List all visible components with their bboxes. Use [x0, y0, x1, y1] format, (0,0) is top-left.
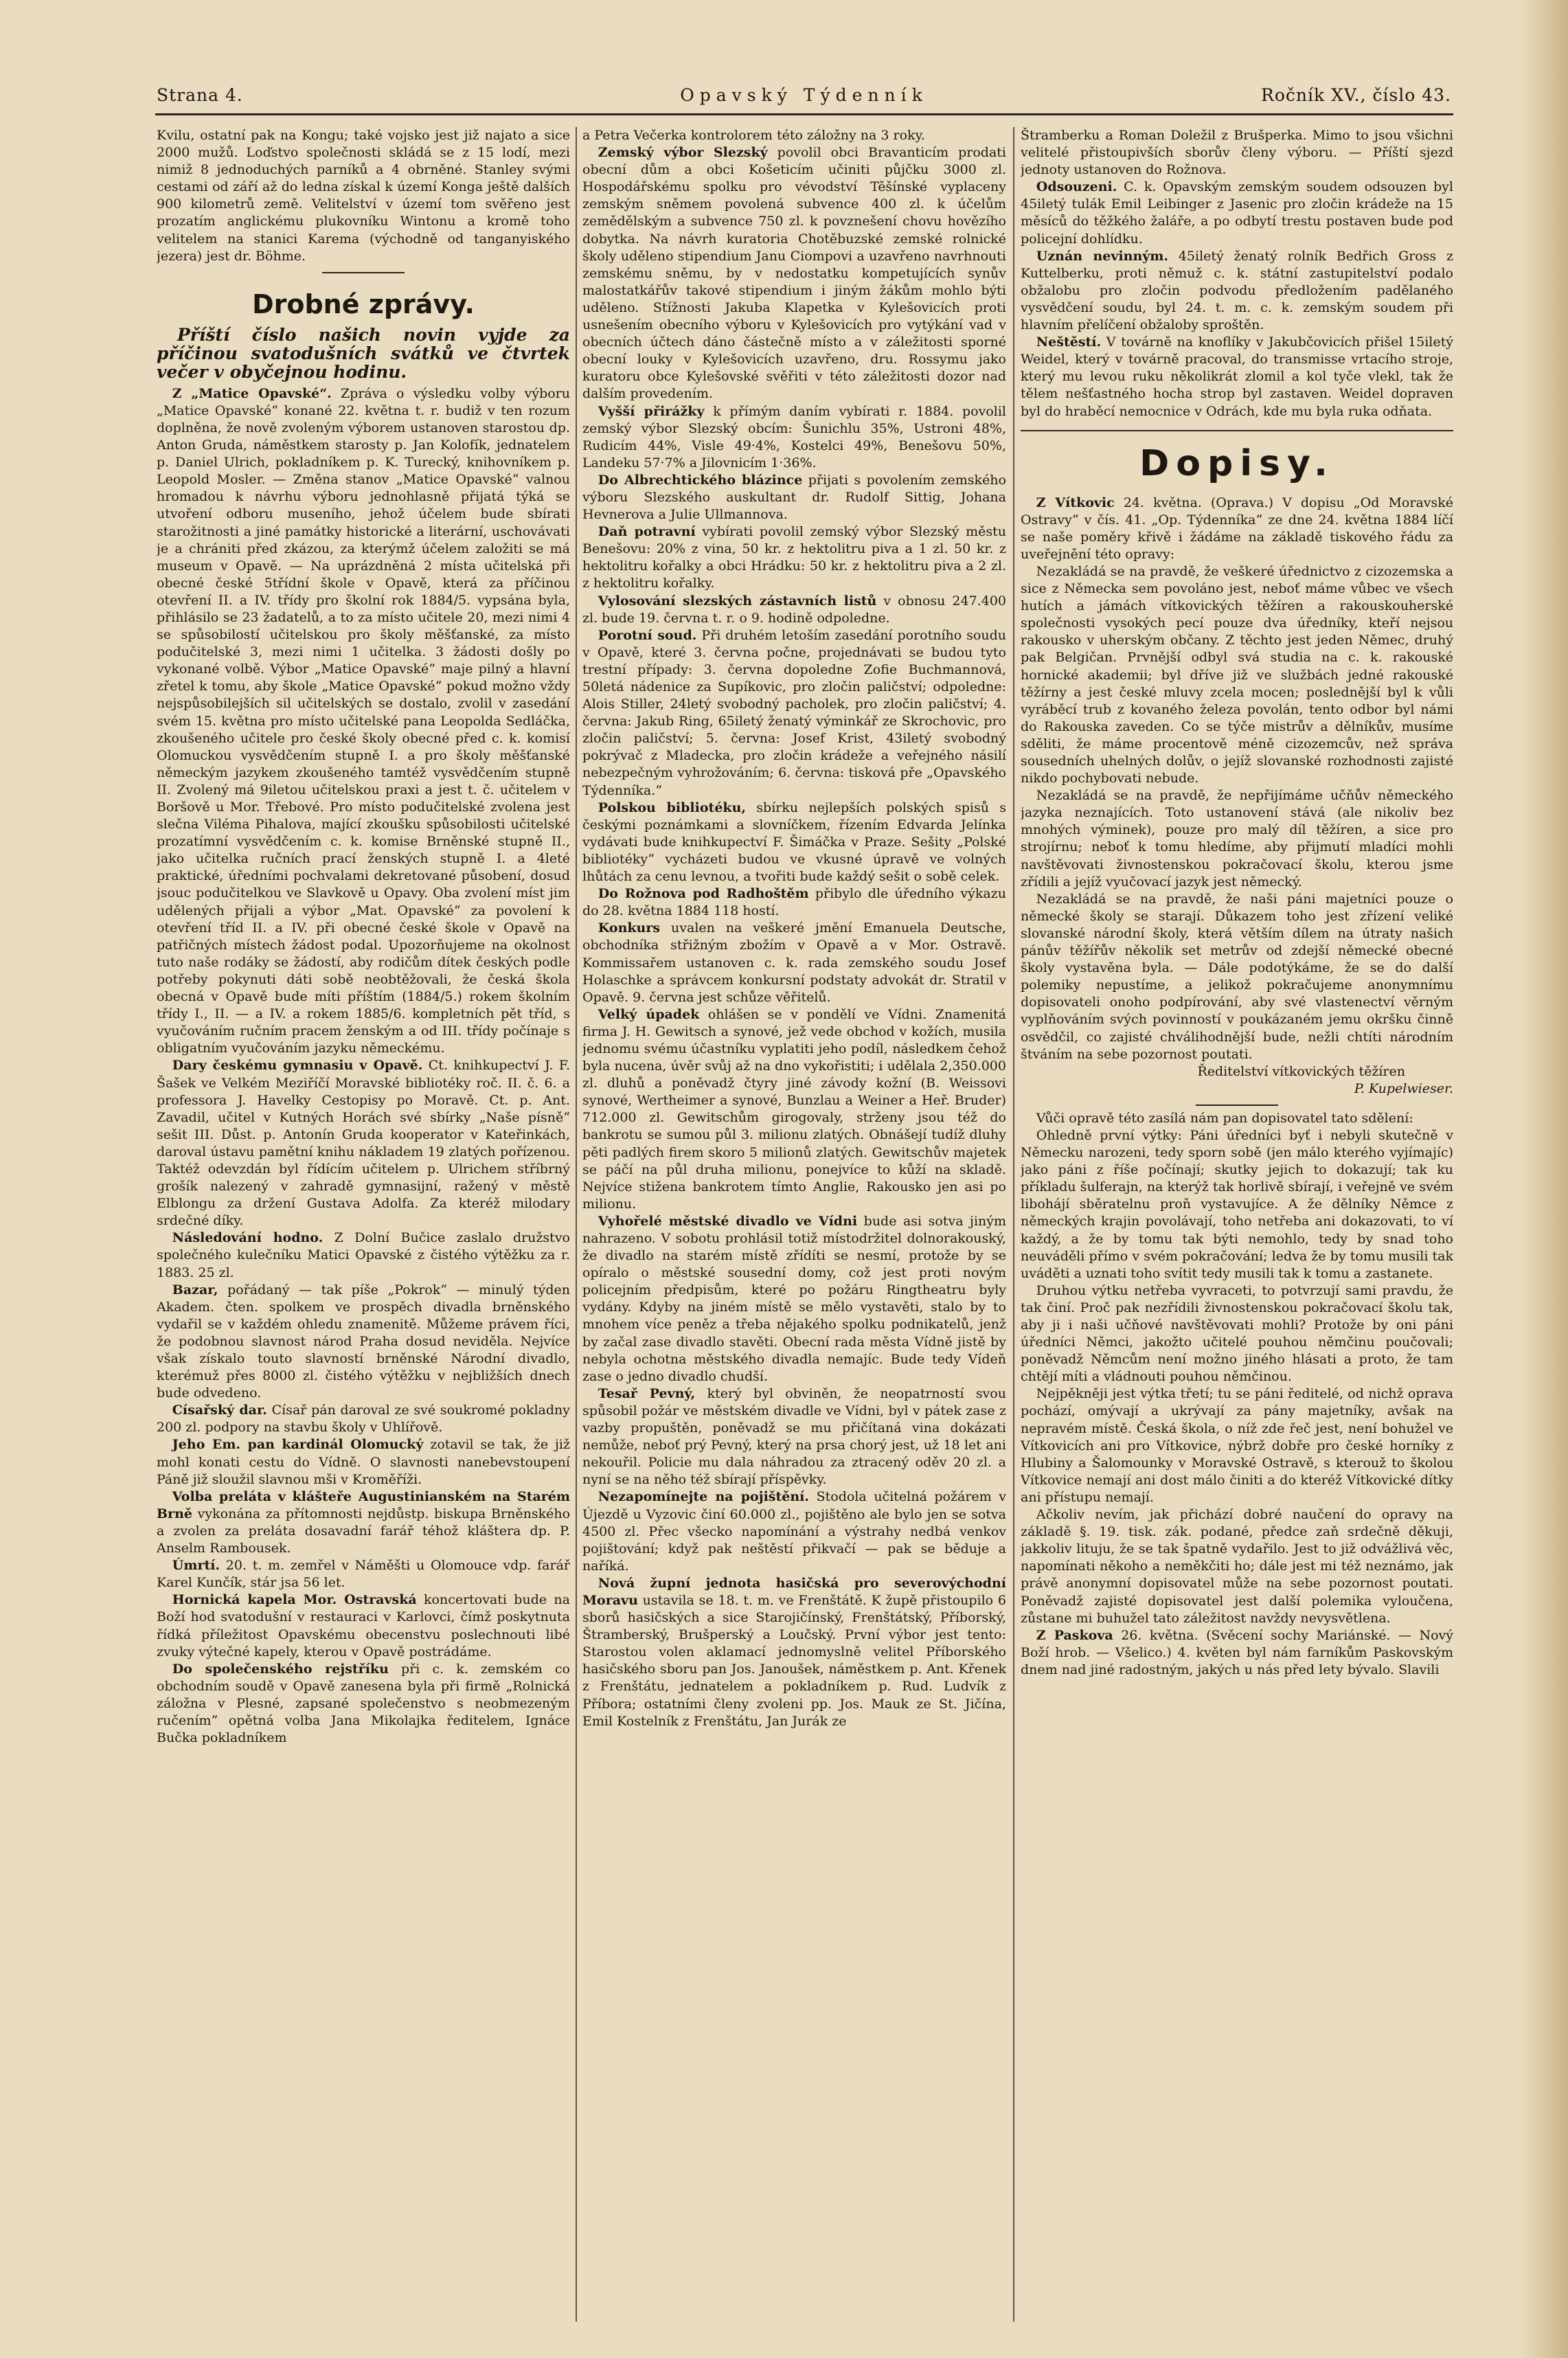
- news-item: [157, 1229, 570, 1281]
- news-item: [582, 593, 1006, 627]
- news-body: při c. k. zemském co obchodním soudě v Opavě zanesena byla při firmě „Rolnická záložna v Plesné, zapsané společenstvo s neobmezeným ručením“ opětná volba Jana Mikolajka ředitelem, Ignáce Bučka pokladníkem: [157, 1661, 570, 1746]
- news-item: [1021, 334, 1453, 420]
- news-headline: Hornická kapela Mor. Ostravská: [172, 1592, 417, 1608]
- news-body: Při druhém letoším zasedání porotního soudu v Opavě, které 3. června počne, projednávati se budou tyto trestní případy: 3. června dopoledne Zofie Buchmannová, 50letá nádenice za Supíkovic, pro zločin paličství; odpoledne: Alois Stiller, 24letý svobodný pacholek, pro zločin paličství; 4. června: Jakub Ring, 65iletý ženatý výminkář ze Skrochovic, pro zločin paličství; 5. června: Josef Krist, 43iletý svobodný pokrývač z Mladecka, pro zločin krádeže a veřejného násilí nebezpečným vyhrožováním; 6. června: tisková pře „Opavského Týdenníka.“: [582, 627, 1006, 798]
- news-headline: Do Rožnova pod Radhoštěm: [598, 886, 809, 902]
- news-item: [582, 472, 1006, 523]
- news-body: Císař pán daroval ze své soukromé pokladny 200 zl. podpory na stavbu školy v Uhlířově.: [157, 1403, 570, 1436]
- news-body: vybírati povolil zemský výbor Slezský městu Benešovu: 20% z vina, 50 kr. z hektolitru piva a 1 zl. 50 kr. z hektolitru kořalky a obci Hrádku: 50 kr. z hektolitru piva a 2 zl. z hektolitru kořalky.: [582, 524, 1006, 591]
- news-body: 20. t. m. zemřel v Náměšti u Olomouce vdp. farář Karel Kunčík, stár jsa 56 let.: [157, 1558, 570, 1591]
- letter-body: 26. května. (Svěcení sochy Mariánské. — Nový Boží hrob. — Všelico.) 4. květen byl nám farníkům Paskovským dnem nad jiné radostným, jakých u nás před lety bývalo. Slavili: [1021, 1627, 1453, 1677]
- news-body: který byl obviněn, že neopatrností svou spůsobil požár ve městském divadle ve Vídni, byl v pátek zase z vazby propuštěn, poněvadž se mu přičítaná vina dokázati nemůže, neboť prý Pevný, který na prsa chorý jest, už 18 let ani nekouřil. Policie mu dala náhradou za ztracený oděv 20 zl. a nyní se na něho též sbírají příspěvky.: [582, 1385, 1006, 1488]
- letter-headline: Z Paskova: [1036, 1627, 1113, 1643]
- letter-paragraph: Nezakládá se na pravdě, že veškeré úřednictvo z cizozemska a sice z Německa sem povoláno jest, neboť máme vůbec ve všech hutích a jámách vítkovických těžíren a rakouskouherské společnosti vysokých pecí pouze dva úředníky, kteří nejsou rakousko v uherským občany. Z těchto jest jeden Němec, druhý pak Belgičan. Prvnější odbyl svá studia na c. k. rakouské hornické akademii; byl dříve již ve službách jedné rakouské těžírny a jest české mluvy zcela mocen; poslednější byl k vůli vyráběcí trub z kovaného železa povolán, tento odbor byl námi do Rakouska zaveden. Co se týče mistrův a dělníkův, musíme sděliti, že máme procentově méně cizozemcův, než správa sousedních uhelných dolův, o jejíž slovanské rozhodnosti zajisté nikdo pochybovati nebude.: [1021, 563, 1453, 786]
- news-body: v obnosu 247.400 zl. bude 19. června t. r. o 9. hodině odpoledne.: [582, 593, 1006, 626]
- column-divider-2: [1013, 127, 1014, 2322]
- letter-paragraph: Ačkoliv nevím, jak přichází dobré naučení do opravy na základě §. 19. tisk. zák. podané, předce zaň srdečně děkuji, jakkoliv lituju, že se tak špatně vydařilo. Jest to již odvážlivá věc, napomínati někoho a neměkčiti ho; dále jest mi též neznámo, jak právě anonymní dopisovatel může na sebe pozornost poutati. Poněvadž zajisté dopisovatel jest další polemika vyloučena, zůstane mi buhužel tato záležitost navždy nevysvětlena.: [1021, 1507, 1453, 1626]
- news-body: V továrně na knoflíky v Jakubčovicích přišel 15iletý Weidel, který v továrně pracoval, do transmisse vrtacího stroje, který mu levou ruku několikrát zlomil a kol tyče vlekl, tak že tělem nešťastného hocha strop byl zastaven. Weidel dopraven byl do hraběcí nemocnice v Odrách, kde mu byla ruka odňata.: [1021, 335, 1453, 419]
- news-headline: Úmrtí.: [172, 1558, 220, 1574]
- news-body: Zpráva o výsledku volby výboru „Matice Opavské“ konané 22. května t. r. budiž v ten rozum doplněna, že nově zvoleným výborem ustanoven starostou dp. Anton Gruda, náměstkem starosty p. Jan Kolofík, jednatelem p. Daniel Ulrich, pokladníkem p. K. Turecký, knihovníkem p. Leopold Mosler. — Změna stanov „Matice Opavské“ valnou hromadou k návrhu výboru jednohlasně přijatá týká se utvoření odboru museního, jehož účelem bude sbírati starožitnosti a jiné památky historické a literární, uschovávati je a chrániti před zkázou, za kterýmž účelem založiti se má museum v Opavě. — Na uprázdněná 2 místa učitelská při obecné české 5třídní škole v Opavě, která za příčinou otevření II. a IV. třídy pro školní rok 1884/5. vypsána byla, přihlásilo se 23 žadatelů, a to za místo učitele 20, mezi nimi 4 se spůsobilostí učitelskou pro školy měšťanské, za místo podučitelské 3, mezi nimi 1 učitelka. 3 žádosti došly po vykonané volbě. Výbor „Matice Opavské“ maje pilný a hlavní zřetel k tomu, aby škole „Matice Opavské“ pokud možno vždy nejspůsobilejších sil učitelských se dostalo, zvolil v zasedání svém 15. května pro místo učitelské pana Leopolda Sedláčka, zkoušeného učitele pro české školy obecné před c. k. komisí Olomuckou vysvědčením stupně I. a pro školy měšťanské německým jazykem zkoušeného tamtéž vysvědčením stupně II. Zvolený má 9iletou učitelskou praxi a jest t. č. učitelem v Boršově u Mor. Třebové. Pro místo podučitelské zvolena jest slečna Viléma Pihalova, mající zkoušku spůsobilosti učitelské prozatímní vysvědčením c. k. komise Brněnské stupně II., jako učitelka ručních prací ženských stupně I. a 4leté praktické, úředními pochvalami dekretované působení, dosud jsouc podučitelkou ve Slavkově u Opavy. Oba zvolení míst jim udělených přijali a výbor „Mat. Opavské“ za povolení k otevření tříd II. a IV. při obecné české škole v Opavě na patřičných místech žádost podal. Upozorňujeme na okolnost tuto naše rodáky se žádostí, aby rodičům dítek českých podle potřeby pokynuti dáti sobě neobtěžovali, že česká škola obecná v Opavě bude míti příštím (1884/5.) rokem školním třídy I., II. — a IV. a rokem 1885/6. kompletních pět tříd, s vyučováním ručním pracem ženským a od III. třídy počínaje s obligatním vyučováním jazyku německému.: [157, 385, 570, 1056]
- header-rule: [155, 113, 1453, 115]
- news-headline: Odsouzeni.: [1036, 179, 1117, 195]
- news-headline: Dary českému gymnasiu v Opavě.: [172, 1058, 423, 1074]
- news-headline: Daň potravní: [598, 524, 696, 540]
- letter-paragraph: Nejpěkněji jest výtka třetí; tu se páni ředitelé, od nichž oprava pochází, omývají a ukrývají za pány majetníky, avšak na nepravém místě. Česká škola, o níž zde řeč jest, není bohužel ve Vítkovicích ani pro Vítkovice, nýbrž dobře pro české horníky z Hlubiny a Šalomounky v Moravské Ostravě, s kterouž to školou Vítkovice nemají ani dost málo činiti a do kteréž Vítkovické dítky ani přístupu nemají.: [1021, 1386, 1453, 1505]
- section-title: Drobné zprávy.: [252, 288, 475, 319]
- news-headline: Do společenského rejstříku: [172, 1661, 389, 1677]
- news-body: C. k. Opavským zemským soudem odsouzen byl 45iletý tulák Emil Leibinger z Jasenic pro zločin krádeže na 15 měsíců do těžkého žaláře, a po odbytí trestu postaven bude pod policejní dohlídku.: [1021, 179, 1453, 247]
- news-body: sbírku nejlepších polských spisů s českými poznámkami a slovníčkem, řízením Edvarda Jelínka vydávati bude knihkupectví F. Šimáčka v Praze. Sešity „Polské bibliotéky“ vycházeti budou ve vkusné úpravě ve volných lhůtách za cenu levnou, a tvořiti bude každý sešit o sobě celek.: [582, 800, 1006, 885]
- news-headline: Vyšší přirážky: [598, 403, 705, 419]
- article-paragraph: Štramberku a Roman Doležil z Brušperka. Mimo to jsou všichni velitelé přistoupivších sborův členy výboru. — Příští sjezd jednoty ustanoven do Rožnova.: [1021, 128, 1453, 178]
- page-number: Strana 4.: [157, 85, 243, 105]
- letter-headline: Z Vítkovic: [1036, 495, 1115, 510]
- news-headline: Nezapomínejte na pojištění.: [598, 1489, 810, 1505]
- news-headline: Vylosování slezských zástavních listů: [598, 593, 877, 609]
- news-headline: Volba preláta v klášteře Augustinianském na Starém Brně: [157, 1488, 570, 1521]
- news-body: koncertovati bude na Boží hod svatodušní v restauraci v Karlovci, čímž poskytnuta řídká příležitost Opavskému obecenstvu poslechnouti libé zvuky výtečné kapely, kterou v Opavě postrádáme.: [157, 1592, 570, 1659]
- letter-body: 24. května. (Oprava.) V dopisu „Od Moravské Ostravy“ v čís. 41. „Op. Týdenníka“ ze dne 24. května 1884 líčí se naše poměry křivě i žádáme na základě tiskového řádu za uveřejnění této opravy:: [1021, 495, 1453, 562]
- news-headline: Císařský dar.: [172, 1403, 267, 1418]
- short-divider: [1196, 1104, 1278, 1106]
- news-item: [1021, 248, 1453, 334]
- news-item: [582, 403, 1006, 472]
- news-item: [157, 385, 570, 1058]
- signature-institution: Ředitelství vítkovických těžíren: [1197, 1063, 1405, 1079]
- news-body: Ct. knihkupectví J. F. Šašek ve Velkém Meziříčí Moravské bibliotéky roč. II. č. 6. a professora J. Havelky Cestopisy po Moravě. Ct. p. Ant. Zavadil, učitel v Kutných Horách své sbírky „Naše písně“ sešit III. Důst. p. Antonín Gruda kooperator v Kateřinkách, daroval ústavu pamětní knihu nákladem 19 zlatých pořízenou. Taktéž odevzdán byl řídícím učitelem p. Ulrichem stříbrný grošík nalezený v zahradě gymnasijní, ražený v městě Elblongu za držení Gustava Adolfa. Za kteréž milodary srdečné díky.: [157, 1058, 570, 1229]
- letters-section-title: Dopisy.: [1139, 442, 1334, 484]
- news-body: ustavila se 18. t. m. ve Frenštátě. K župě přistoupilo 6 sborů hasičských a sice Starojičínský, Frenštátský, Příborský, Štramberský, Brušperský a Loučský. První výbor jest tento: Starostou volen aklamací jednomyslně velitel Příborského hasičského sboru pan Jos. Janoušek, náměstkem p. Ant. Křenek z Frenštátu, jednatelem a pokladníkem p. Rud. Ludvík z Příbora; ostatními členy zvoleni pp. Jos. Mauk ze St. Jičína, Emil Kostelník z Frenštátu, Jan Jurák ze: [582, 1592, 1006, 1729]
- issue-info: Ročník XV., číslo 43.: [1261, 85, 1451, 105]
- news-item: [582, 1006, 1006, 1213]
- letter-paragraph: Druhou výtku netřeba vyvraceti, to potvrzují sami pravdu, že tak činí. Proč pak nezřídili živnostenskou pokračovací školu tak, aby ji i naši učňové navštěvovati mohli? Protože by oni páni úředníci Němci, jakožto učitelé pouhou němčinu poučovali; poněvadž Němcům není možno jiného hlásati a proto, že tam chtějí míti a vládnouti pouhou němčinou.: [1021, 1282, 1453, 1385]
- news-body: bude asi sotva jiným nahrazeno. V sobotu prohlásil totiž místodržitel dolnorakouský, že divadlo na starém místě zřídíti se nesmí, protože by se opíralo o městské sousední domy, což jest proti novým policejním předpisům, které po požáru Ringtheatru byly vydány. Kdyby na jiném místě se mělo vystavěti, stalo by to mnohem více peněz a třeba nějakého spolku podnikatelů, jenž by začal zase divadlo stavěti. Obecní rada města Vídně jistě by nebyla ochotna městského divadla nemajíc. Bude tedy Vídeň zase o jedno divadlo chudší.: [582, 1213, 1006, 1384]
- news-body: Z Dolní Bučice zaslalo družstvo společného kulečníku Matici Opavské z čistého výtěžku za r. 1883. 25 zl.: [157, 1230, 570, 1280]
- news-headline: Následování hodno.: [172, 1230, 323, 1246]
- news-item: [157, 1591, 570, 1660]
- letter-paragraph: Vůči opravě této zasílá nám pan dopisovatel tato sdělení:: [1036, 1110, 1413, 1126]
- news-item: [582, 144, 1006, 403]
- news-item: [157, 1402, 570, 1436]
- letter-item: [1021, 1627, 1453, 1679]
- news-item: [157, 1557, 570, 1591]
- short-divider: [322, 272, 405, 273]
- article-paragraph: Kvilu, ostatní pak na Kongu; také vojsko jest již najato a sice 2000 mužů. Loďstvo společnosti skládá se z 15 lodí, mezi nimiž 8 jednoduchých parníků a 4 obrněné. Stanley svými cestami od září až do ledna získal k území Konga ještě dalších 900 kilometrů země. Velitelství v území tom svěřeno jest prozatím anglickému plukovníku Wintonu a kromě toho velitelem na stanici Karema (východně od tanganyiského jezera) jest dr. Böhme.: [157, 128, 570, 264]
- news-body: pořádaný — tak píše „Pokrok“ — minulý týden Akadem. čten. spolkem ve prospěch divadla brněnského vydařil se v každém ohledu znamenitě. Můžeme právem říci, že podobnou slavnost národ Praha dosud neviděla. Nejvíce však získalo touto slavností brněnské Národní divadlo, kterémuž přes 8000 zl. čistého výtěžku v nejbližších dnech bude odvedeno.: [157, 1282, 570, 1401]
- page-edge-shadow: [1520, 0, 1568, 2358]
- news-headline: Jeho Em. pan kardinál Olomucký: [172, 1437, 424, 1453]
- news-item: [582, 1575, 1006, 1730]
- news-body: 45iletý ženatý rolník Bedřich Gross z Kuttelberku, proti němuž c. k. státní zastupitelství podalo obžalobu pro zločin podvodu předložením padělaného vysvědčení soudu, byl 24. t. m. c. k. zemským soudem při hlavním přelíčení obžaloby sproštěn.: [1021, 248, 1453, 333]
- column-divider-1: [576, 127, 577, 2322]
- news-body: ohlášen se v pondělí ve Vídni. Znamenitá firma J. H. Gewitsch a synové, jež vede obchod v kožích, musila jednomu svému účastníku vyplatiti jeho podíl, následkem čehož byla nucena, úvěr svůj až na dno vykořistiti; i udělala 2,350.000 zl. dluhů a poněvadž čtyry jiné závody kožní (B. Weissovi synové, Wertheimer a synové, Bunzlau a Weiner a Heř. Bruder) 712.000 zl. Gewitschům girogovaly, strženy jsou též do bankrotu se sumou půl 3. milionu zlatých. Obnášejí tudíž dluhy pěti padlých firem skoro 5 milionů zlatých. Gewitschův majetek se páčí na půl druha milionu, ponejvíce to kůží na skladě. Nejvíce stižena bankrotem tímto Anglie, Rakousko jen asi po milionu.: [582, 1006, 1006, 1212]
- news-headline: Do Albrechtického blázince: [598, 472, 803, 488]
- masthead-title: Opavský Týdenník: [680, 85, 928, 105]
- column-1: [157, 127, 570, 2318]
- letter-item: [1021, 495, 1453, 563]
- news-body: přibylo dle úředního výkazu do 28. května 1884 118 hostí.: [582, 886, 1006, 919]
- section-rule: [1021, 430, 1453, 431]
- news-headline: Polskou bibliotéku,: [598, 800, 747, 815]
- news-body: vykonána za přítomnosti nejdůstp. biskupa Brněnského a zvolen za preláta dosavadní farář téhož kláštera dp. P. Anselm Rambousek.: [157, 1506, 570, 1556]
- article-paragraph: a Petra Večerka kontrolorem této záložny na 3 roky.: [582, 128, 925, 143]
- news-item: [582, 1488, 1006, 1574]
- news-item: [582, 920, 1006, 1006]
- news-headline: Zemský výbor Slezský: [598, 145, 768, 161]
- column-2: [582, 127, 1006, 2318]
- news-item: [157, 1436, 570, 1488]
- news-headline: Konkurs: [598, 920, 661, 936]
- news-body: přijati s povolením zemského výboru Slezského auskultant dr. Rudolf Sittig, Johana Hevnerova a Julie Ullmannova.: [582, 472, 1006, 523]
- news-headline: Bazar,: [172, 1282, 218, 1297]
- news-headline: Neštěstí.: [1036, 335, 1102, 350]
- news-item: [157, 1661, 570, 1747]
- news-item: [582, 1213, 1006, 1385]
- news-headline: Uznán nevinným.: [1036, 248, 1169, 264]
- page-header: [157, 81, 1451, 111]
- news-item: [157, 1057, 570, 1229]
- column-3: [1021, 127, 1453, 2318]
- lead-notice: Příští číslo našich novin vyjde za příčinou svatodušních svátků ve čtvrtek večer v obyčejnou hodinu.: [157, 324, 570, 382]
- news-item: [582, 885, 1006, 920]
- letter-paragraph: Nezakládá se na pravdě, že nepřijímáme učňův německého jazyka neznajících. Toto ustanovení stává (ale nikoliv bez mnohých výminek), pouze pro malý díl těžíren, a sice pro strojírnu; neboť k tomu hledíme, aby přijmutí mladíci mohli navštěvovati živnostenskou pokračovací školu, kterou jsme zřídili a jejíž vyučovací jazyk jest německý.: [1021, 788, 1453, 889]
- news-body: k přímým daním vybírati r. 1884. povolil zemský výbor Slezský obcím: Šunichlu 35%, Ustroni 48%, Rudicím 44%, Visle 49·4%, Kostelci 49%, Benešovu 50%, Landeku 57·7% a Jilovnicím 1·36%.: [582, 403, 1006, 471]
- news-item: [582, 627, 1006, 800]
- news-headline: Nová župní jednota hasičská pro severovýchodní Moravu: [582, 1575, 1006, 1608]
- news-item: [157, 1282, 570, 1403]
- news-headline: Tesař Pevný,: [598, 1385, 696, 1401]
- news-headline: Vyhořelé městské divadlo ve Vídni: [598, 1213, 858, 1229]
- news-body: Stodola učitelná požárem v Újezdě u Vyzovic činí 60.000 zl., pojištěno ale bylo jen se sotva 4500 zl. Přec všecko napomínání a výstrahy nedbá venkov pojištování; když pak neštěstí přikvačí — pak se běduje a naříká.: [582, 1489, 1006, 1574]
- letter-paragraph: Ohledně první výtky: Páni úředníci byť i nebyli skutečně v Německu narozeni, tedy sporn sobě (jen málo kterého vyjímajíc) jako páni z říše počínají; skutky jejich to dokazují; tak ku příkladu šulferajn, na kterýž tak horlivě sbírají, i veřejně ve svém libohájí sběratelnu proň vystavujíce. A že dělníky Němce z německých krajin povolávají, toho netřeba ani dokazovati, to ví každý, a že by tomu tak býti nemohlo, tedy by snad toho neuváděli přímo v svém pokračování; ledva že by tomu musili tak uváděti a uznati toho svítit tedy musili tak k tomu a zastanete.: [1021, 1127, 1453, 1281]
- news-headline: Z „Matice Opavské“.: [172, 385, 332, 401]
- news-item: [582, 800, 1006, 885]
- news-body: zotavil se tak, že již mohl konati cestu do Vídně. O slavnosti nanebevstoupení Páně již sloužil slavnou mši v Kroměříži.: [157, 1437, 570, 1487]
- signature-name: P. Kupelwieser.: [1354, 1080, 1453, 1096]
- news-item: [157, 1488, 570, 1557]
- news-headline: Velký úpadek: [598, 1006, 700, 1022]
- news-body: povolil obci Bravanticím prodati obecní dům a obci Košeticím učiniti půjčku 3000 zl. Hospodářskému spolku pro vévodství Těšínské vyplaceny zemským sněmem povolená subvence 400 zl. k účelům zemědělským a subvence 750 zl. k povznešení chovu hovězího dobytka. Na návrh kuratoria Chotěbuzské zemské rolnické školy uděleno stipendium Janu Ciompovi a uzavřeno navrhnouti zemskému sněmu, by v nedostatku kompetujících synův malostatkářův takové stipendium i jiným žákům mohlo býti uděleno. Stížnosti Jakuba Klapetka v Kylešovicích proti usnešením obecního výboru v Kylešovicích pro vytýkání vad v obecních účtech dáno částečně místo a v záležitosti sporné obecní louky v Kylešovicích uzavřeno, dru. Rossymu jako kuratoru obce Kylešovské svěřiti v této záležitosti dozor nad dalším provedením.: [582, 145, 1006, 402]
- news-item: [582, 523, 1006, 592]
- news-item: [1021, 179, 1453, 247]
- news-item: [582, 1385, 1006, 1489]
- news-body: uvalen na veškeré jmění Emanuela Deutsche, obchodníka střižným zbožím v Opavě a v Mor. Ostravě. Kommissařem ustanoven c. k. rada zemského soudu Josef Holaschke a správcem konkursní podstaty advokát dr. Stratil v Opavě. 9. června jest schůze věřitelů.: [582, 920, 1006, 1005]
- letter-paragraph: Nezakládá se na pravdě, že naši páni majetníci pouze o německé školy se starají. Důkazem toho jest zřízení veliké slovanské národní školy, která větším dílem na útraty našich pánův těžířův několik set metrův od zdejší německé obecné školy vystavěna byla. — Dále podotýkáme, že se do další polemiky nepustíme, a jelikož pokračujeme anonymnímu dopisovateli onoho podpírování, aby své vlastenectví věrným vyplňováním svých povinností v poukázaném jemu okršku činně osvědčil, co zajisté chválihodnější bude, nežli chtíti národním štváním na sebe pozornost poutati.: [1021, 891, 1453, 1062]
- news-headline: Porotní soud.: [598, 627, 697, 643]
